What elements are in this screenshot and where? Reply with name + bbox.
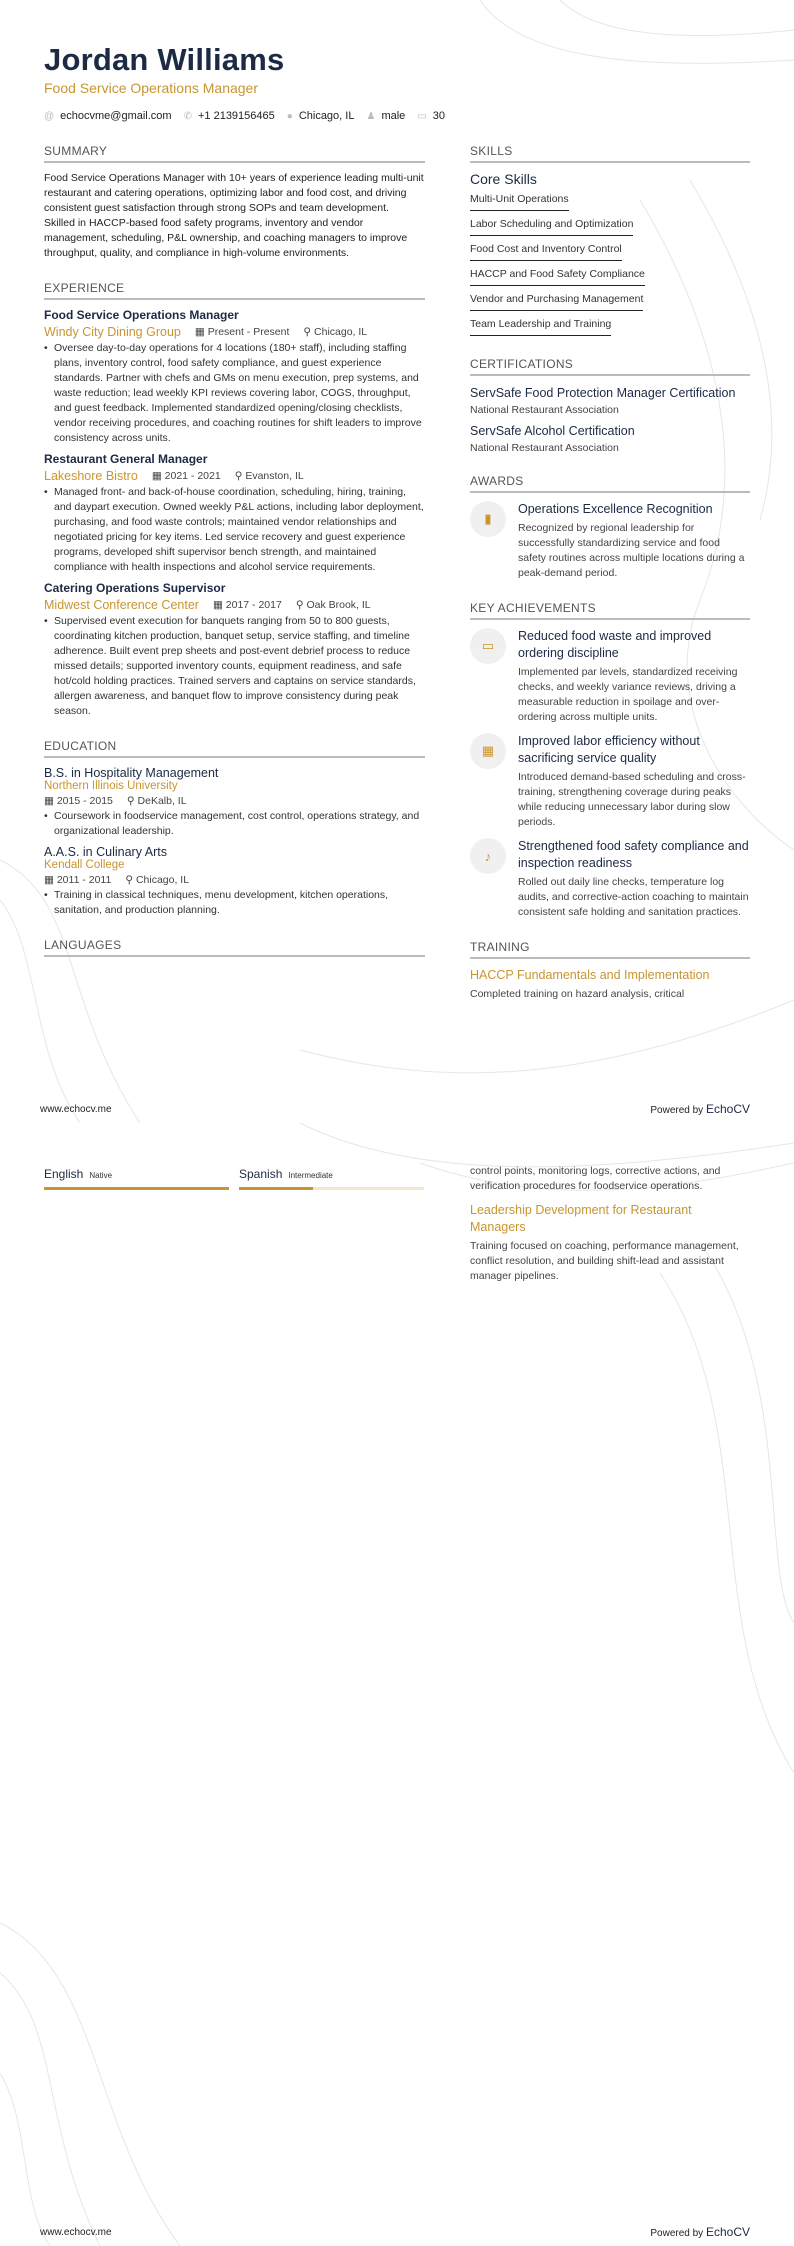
candidate-name: Jordan Williams (44, 42, 285, 77)
company: Windy City Dining Group (44, 325, 181, 339)
achievement-title: Strengthened food safety compliance and inspection readiness (518, 839, 749, 870)
calendar-icon: ▦ 2021 - 2021 (151, 470, 221, 482)
skill-item: Vendor and Purchasing Management (470, 290, 643, 311)
left-column (44, 128, 425, 965)
calendar-icon: ▭ (417, 111, 427, 122)
school: Kendall College (44, 859, 125, 871)
language-proficiency-bar (44, 1187, 229, 1190)
award-item (470, 501, 750, 581)
degree: A.A.S. in Culinary Arts (44, 845, 167, 859)
education-heading: EDUCATION (44, 739, 425, 758)
achievement-item (470, 628, 750, 725)
job-entry (44, 581, 425, 719)
background-contours (0, 1123, 794, 2246)
achievement-item (470, 838, 750, 920)
education-entry (44, 845, 425, 918)
skill-group-title: Core Skills (470, 171, 537, 187)
skill-list (470, 189, 750, 339)
languages-list (44, 1165, 444, 1190)
candidate-title: Food Service Operations Manager (44, 80, 258, 96)
language-item: English Native (44, 1165, 229, 1190)
right-column-cont (470, 1164, 750, 1284)
skill-item: Multi-Unit Operations (470, 190, 569, 211)
bell-icon: ♪ (470, 838, 506, 874)
summary-paragraph: Food Service Operations Manager with 10+ years of experience leading multi-unit restaurant and catering operations, optimizing labor and food cost, and driving consistent guest satisfaction through strong SOPs and team development. (44, 172, 424, 214)
contact-gender: ♟ male (366, 110, 406, 122)
location-icon: ⚲ Chicago, IL (303, 326, 368, 338)
achievement-title: Improved labor efficiency without sacrificing service quality (518, 734, 700, 765)
bar-chart-icon: ▮ (470, 501, 506, 537)
education-entry (44, 766, 425, 839)
skill-item: Team Leadership and Training (470, 315, 611, 336)
achievements-heading: KEY ACHIEVEMENTS (470, 601, 750, 620)
footer-site[interactable]: www.echocv.me (40, 1104, 112, 1115)
user-icon: ♟ (366, 111, 376, 122)
education-bullet: • Coursework in foodservice management, cost control, operations strategy, and organizational leadership. (44, 810, 420, 837)
achievement-title: Reduced food waste and improved ordering discipline (518, 629, 712, 660)
certification-issuer: National Restaurant Association (470, 442, 619, 454)
degree: B.S. in Hospitality Management (44, 766, 219, 780)
training-heading: TRAINING (470, 940, 750, 959)
certification-issuer: National Restaurant Association (470, 404, 619, 416)
contact-location: ● Chicago, IL (286, 110, 355, 122)
calendar-icon: ▦ (470, 733, 506, 769)
achievement-desc: Rolled out daily line checks, temperature log audits, and corrective-action coaching to maintain consistent safe holding and sanitation practices. (518, 876, 749, 918)
certification-name: ServSafe Food Protection Manager Certification (470, 386, 736, 400)
right-column (470, 128, 750, 1002)
page-2 (0, 1123, 794, 2246)
skill-item: HACCP and Food Safety Compliance (470, 265, 645, 286)
contact-age: ▭ 30 (417, 110, 445, 122)
language-item: Spanish Intermediate (239, 1165, 424, 1190)
job-title: Restaurant General Manager (44, 452, 208, 466)
at-icon: @ (44, 111, 55, 122)
company: Lakeshore Bistro (44, 469, 138, 483)
certifications-heading: CERTIFICATIONS (470, 357, 750, 376)
school: Northern Illinois University (44, 780, 178, 792)
award-title: Operations Excellence Recognition (518, 502, 713, 516)
contact-phone: ✆ +1 2139156465 (183, 110, 275, 122)
summary-paragraph: Skilled in HACCP-based food safety programs, inventory and vendor management, scheduling, P&L ownership, and coaching managers to improve throughput, quality, and compliance in high-volume environments. (44, 217, 408, 259)
summary-heading: SUMMARY (44, 144, 425, 163)
experience-heading: EXPERIENCE (44, 281, 425, 300)
calendar-icon: ▦ 2017 - 2017 (212, 599, 282, 611)
footer-powered: Powered by EchoCV (650, 1102, 750, 1116)
calendar-icon: ▦ 2011 - 2011 (44, 874, 112, 886)
tag-icon: ▭ (470, 628, 506, 664)
education-bullet: • Training in classical techniques, menu development, kitchen operations, sanitation, and production planning. (44, 889, 389, 916)
achievement-desc: Introduced demand-based scheduling and cross-training, strengthening coverage during peaks while reducing unnecessary labor during slow periods. (518, 771, 746, 828)
job-title: Food Service Operations Manager (44, 308, 239, 322)
location-icon: ⚲ Chicago, IL (125, 874, 190, 886)
calendar-icon: ▦ 2015 - 2015 (44, 795, 113, 807)
skill-item: Labor Scheduling and Optimization (470, 215, 633, 236)
training-desc: Completed training on hazard analysis, critical (470, 988, 685, 1000)
training-desc: Training focused on coaching, performance management, conflict resolution, and building shift-lead and assistant manager pipelines. (470, 1240, 739, 1282)
company: Midwest Conference Center (44, 598, 199, 612)
achievement-desc: Implemented par levels, standardized receiving checks, and weekly variance reviews, driving a measurable reduction in spoilage and over-ordering across multiple units. (518, 666, 738, 723)
resume-header (44, 42, 744, 122)
job-title: Catering Operations Supervisor (44, 581, 226, 595)
job-bullet: • Oversee day-to-day operations for 4 locations (180+ staff), including staffing plans, inventory control, food safety compliance, and guest experience standards. Partner with chefs and GMs on menu execution, prep systems, and waste reduction; lead weekly KPI reviews covering labor, COGS, throughput, and guest feedback. Implemented standardized opening/closing checklists, vendor receiving procedures, and coaching routines for shift leaders to improve consistency across units. (44, 342, 422, 444)
calendar-icon: ▦ Present - Present (194, 326, 290, 338)
footer-site[interactable]: www.echocv.me (40, 2227, 112, 2238)
phone-icon: ✆ (183, 111, 192, 122)
language-proficiency-bar (239, 1187, 424, 1190)
skills-heading: SKILLS (470, 144, 750, 163)
job-bullet: • Supervised event execution for banquets ranging from 50 to 800 guests, coordinating kitchen production, banquet setup, service staffing, and timeline adherence. Built event prep sheets and post-event debrief process to reduce missed details; supported inventory counts, equipment readiness, and safe hot/cold holding practices. Trained servers and captains on service standards, allergen awareness, and banquet flow to improve consistency during peak season. (44, 615, 416, 717)
awards-heading: AWARDS (470, 474, 750, 493)
training-desc: control points, monitoring logs, corrective actions, and verification procedures for foodservice operations. (470, 1165, 721, 1192)
location-icon: ⚲ DeKalb, IL (126, 795, 187, 807)
training-title: Leadership Development for Restaurant Managers (470, 1203, 692, 1234)
job-entry (44, 452, 425, 575)
location-icon: ⚲ Oak Brook, IL (295, 599, 371, 611)
footer-powered: Powered by EchoCV (650, 2225, 750, 2239)
award-desc: Recognized by regional leadership for successfully standardizing service and food safety routines across multiple locations during a peak-demand period. (518, 522, 745, 579)
contact-email: @ echocvme@gmail.com (44, 110, 172, 122)
achievement-item (470, 733, 750, 830)
job-bullet: • Managed front- and back-of-house coordination, scheduling, hiring, training, and daypart execution. Owned weekly P&L actions, including labor deployment, purchasing, and food waste controls; maintained vendor relationships and negotiated pricing for key items. Led service recovery and guest experience programs, developed shift supervisor bench strength, and maintained compliance with health inspections and alcohol service requirements. (44, 486, 424, 573)
location-icon: ● (286, 111, 293, 122)
job-entry (44, 308, 425, 446)
contact-row (44, 110, 744, 122)
skill-item: Food Cost and Inventory Control (470, 240, 622, 261)
certification-name: ServSafe Alcohol Certification (470, 424, 635, 438)
training-title: HACCP Fundamentals and Implementation (470, 968, 710, 982)
location-icon: ⚲ Evanston, IL (234, 470, 304, 482)
languages-heading: LANGUAGES (44, 938, 425, 957)
